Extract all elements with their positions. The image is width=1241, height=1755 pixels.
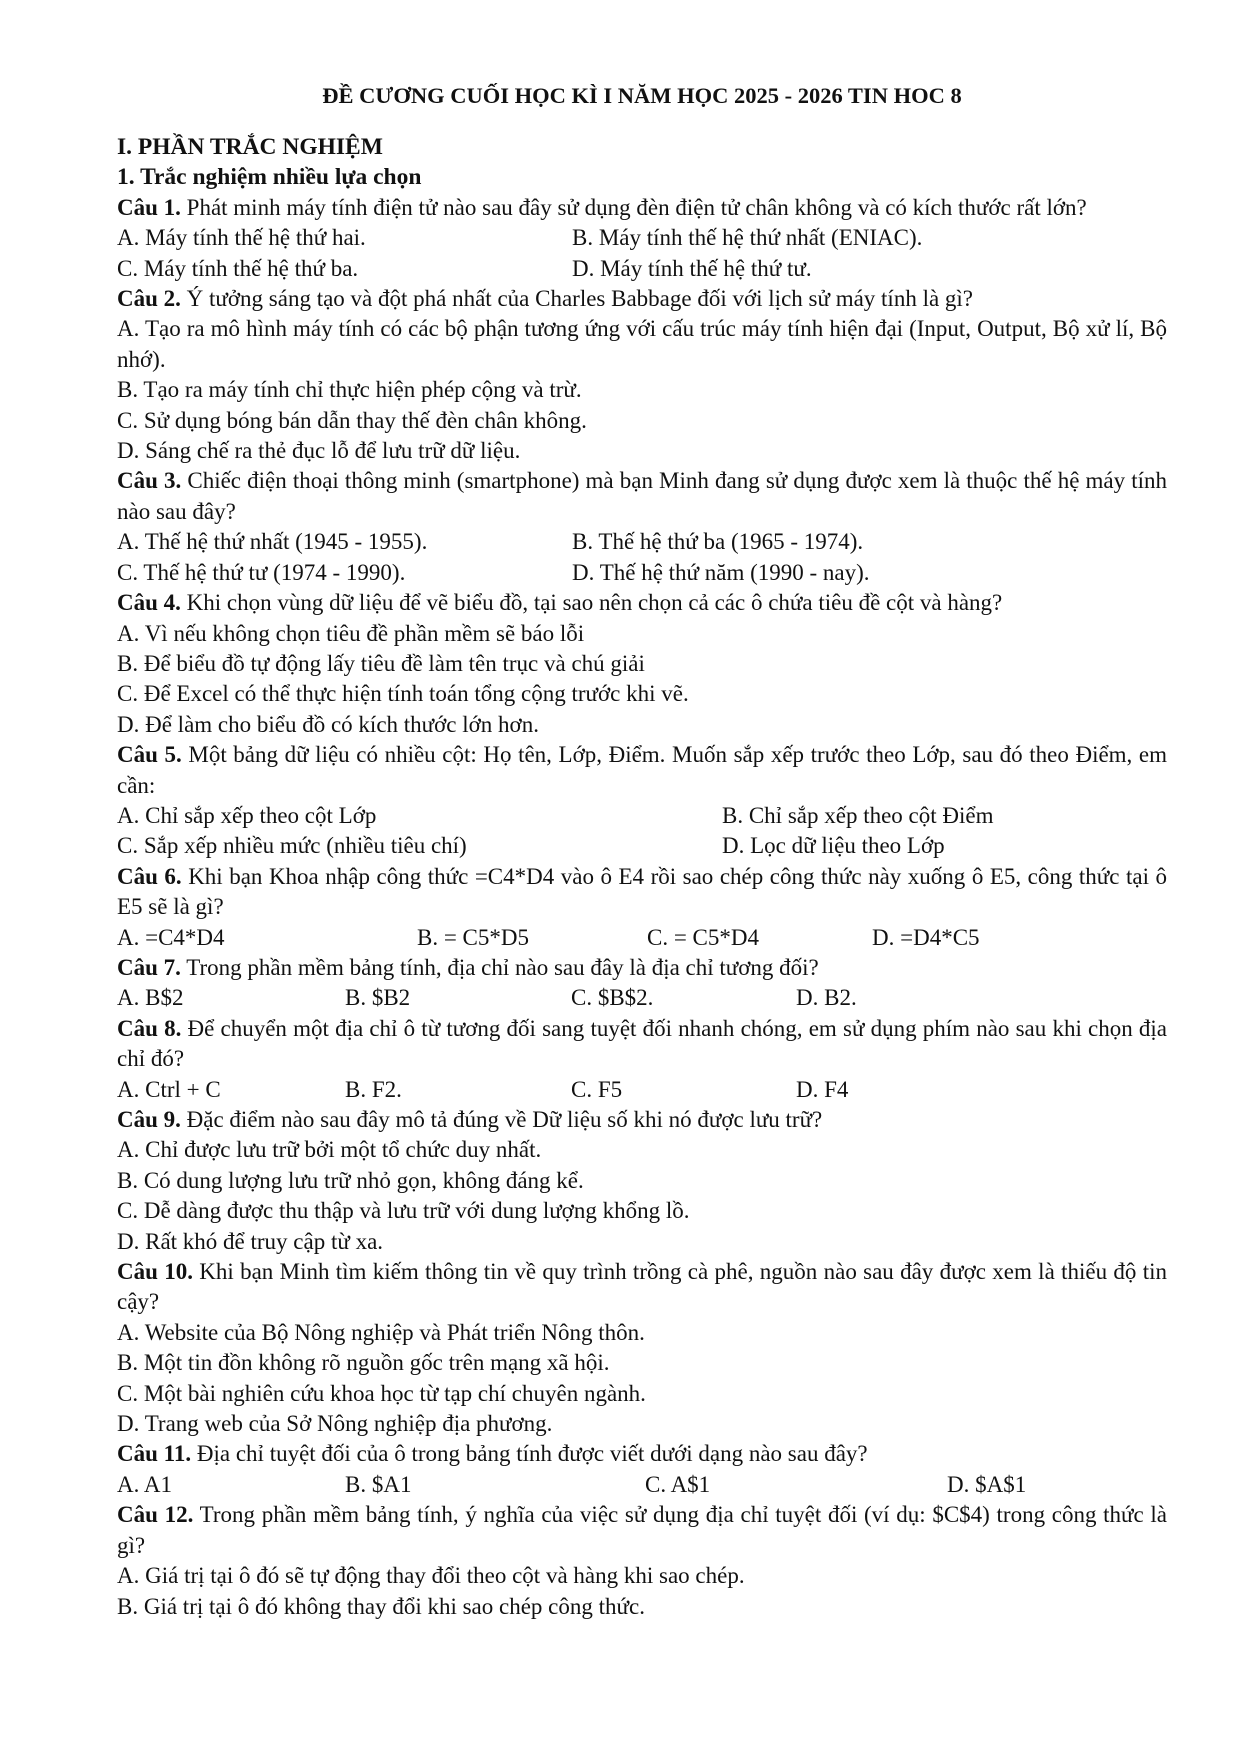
question-text bbox=[117, 862, 1167, 923]
option: D. Lọc dữ liệu theo Lớp bbox=[722, 833, 945, 859]
question-number: Câu 3. bbox=[117, 468, 182, 494]
option: A. A1 bbox=[117, 1471, 172, 1497]
question-text bbox=[117, 466, 1167, 527]
question-stem: Khi bạn Minh tìm kiếm thông tin về quy trình trồng cà phê, nguồn nào sau đây được xem là thiếu độ tin cậy? bbox=[117, 1259, 1167, 1315]
option: A. Tạo ra mô hình máy tính có các bộ phận tương ứng với cấu trúc máy tính hiện đại (Input, Output, Bộ xử lí, Bộ nhớ). bbox=[117, 316, 1167, 372]
question-text bbox=[117, 1105, 1167, 1135]
question-number: Câu 1. bbox=[117, 194, 181, 220]
question-block bbox=[117, 1105, 1167, 1257]
question-block bbox=[117, 193, 1167, 284]
question-block bbox=[117, 862, 1167, 953]
option: D. =D4*C5 bbox=[872, 924, 980, 950]
options-row bbox=[117, 1470, 1167, 1500]
options-row bbox=[117, 527, 1167, 557]
option: B. Có dung lượng lưu trữ nhỏ gọn, không đáng kể. bbox=[117, 1167, 584, 1193]
option: B. $B2 bbox=[345, 985, 411, 1011]
option: B. Máy tính thế hệ thứ nhất (ENIAC). bbox=[572, 225, 923, 251]
option: A. Thế hệ thứ nhất (1945 - 1955). bbox=[117, 529, 428, 555]
question-text bbox=[117, 1014, 1167, 1075]
option: B. $A1 bbox=[345, 1471, 412, 1497]
question-block bbox=[117, 740, 1167, 862]
option: A. Giá trị tại ô đó sẽ tự động thay đổi theo cột và hàng khi sao chép. bbox=[117, 1563, 745, 1589]
option: C. Thế hệ thứ tư (1974 - 1990). bbox=[117, 559, 406, 585]
option: A. =C4*D4 bbox=[117, 924, 225, 950]
question-number: Câu 12. bbox=[117, 1502, 194, 1528]
option: D. Rất khó để truy cập từ xa. bbox=[117, 1228, 384, 1254]
subsection-heading: 1. Trắc nghiệm nhiều lựa chọn bbox=[117, 164, 422, 191]
question-text bbox=[117, 740, 1167, 801]
question-text bbox=[117, 1500, 1167, 1561]
option: C. Để Excel có thể thực hiện tính toán tổng cộng trước khi vẽ. bbox=[117, 681, 689, 707]
option: D. B2. bbox=[796, 985, 857, 1011]
option: D. Thế hệ thứ năm (1990 - nay). bbox=[572, 559, 870, 585]
question-stem: Khi chọn vùng dữ liệu để vẽ biểu đồ, tại sao nên chọn cả các ô chứa tiêu đề cột và hàng? bbox=[180, 590, 1003, 616]
document-title: ĐỀ CƯƠNG CUỐI HỌC KÌ I NĂM HỌC 2025 - 2026 TIN HOC 8 bbox=[322, 83, 962, 108]
option: C. F5 bbox=[571, 1076, 623, 1102]
question-stem: Một bảng dữ liệu có nhiều cột: Họ tên, Lớp, Điểm. Muốn sắp xếp trước theo Lớp, sau đó theo Điểm, em cần: bbox=[117, 742, 1168, 798]
options-row bbox=[117, 558, 1167, 588]
question-stem: Chiếc điện thoại thông minh (smartphone) mà bạn Minh đang sử dụng được xem là thuộc thế hệ máy tính nào sau đây? bbox=[117, 468, 1168, 524]
option: C. = C5*D4 bbox=[647, 924, 760, 950]
question-text bbox=[117, 1439, 1167, 1469]
question-number: Câu 11. bbox=[117, 1441, 192, 1467]
question-number: Câu 7. bbox=[117, 954, 181, 980]
section-heading: I. PHẦN TRẮC NGHIỆM bbox=[117, 134, 383, 160]
option: C. $B$2. bbox=[571, 985, 654, 1011]
options-row bbox=[117, 831, 1167, 861]
question-text bbox=[117, 193, 1167, 223]
question-number: Câu 9. bbox=[117, 1107, 181, 1132]
question-text bbox=[117, 953, 1167, 983]
question-stem: Địa chỉ tuyệt đối của ô trong bảng tính được viết dưới dạng nào sau đây? bbox=[191, 1441, 868, 1467]
question-number: Câu 2. bbox=[117, 286, 181, 312]
question-number: Câu 5. bbox=[117, 742, 182, 768]
option: A. Ctrl + C bbox=[117, 1076, 221, 1102]
options-row bbox=[117, 1075, 1167, 1105]
option: B. Một tin đồn không rõ nguồn gốc trên mạng xã hội. bbox=[117, 1350, 610, 1376]
question-block bbox=[117, 953, 1167, 1014]
option: A. Vì nếu không chọn tiêu đề phần mềm sẽ báo lỗi bbox=[117, 620, 585, 646]
option: B. Giá trị tại ô đó không thay đổi khi sao chép công thức. bbox=[117, 1593, 645, 1619]
question-block bbox=[117, 284, 1167, 466]
option: A. Chỉ được lưu trữ bởi một tổ chức duy nhất. bbox=[117, 1137, 542, 1163]
question-stem: Đặc điểm nào sau đây mô tả đúng về Dữ liệu số khi nó được lưu trữ? bbox=[180, 1107, 823, 1132]
option: C. Dễ dàng được thu thập và lưu trữ với dung lượng khổng lồ. bbox=[117, 1198, 690, 1224]
option: A. Chỉ sắp xếp theo cột Lớp bbox=[117, 802, 377, 828]
question-block bbox=[117, 1500, 1167, 1622]
option: C. Máy tính thế hệ thứ ba. bbox=[117, 255, 359, 281]
question-block bbox=[117, 1257, 1167, 1439]
question-number: Câu 8. bbox=[117, 1015, 182, 1041]
options-row bbox=[117, 923, 1167, 953]
question-stem: Khi bạn Khoa nhập công thức =C4*D4 vào ô E4 rồi sao chép công thức này xuống ô E5, công thức tại ô E5 sẽ là gì? bbox=[117, 863, 1167, 920]
question-number: Câu 10. bbox=[117, 1259, 193, 1285]
option: C. Một bài nghiên cứu khoa học từ tạp chí chuyên ngành. bbox=[117, 1380, 646, 1406]
options-row bbox=[117, 983, 1167, 1013]
option: B. Chỉ sắp xếp theo cột Điểm bbox=[722, 802, 994, 828]
option: C. Sắp xếp nhiều mức (nhiều tiêu chí) bbox=[117, 833, 467, 859]
question-block bbox=[117, 588, 1167, 740]
option: D. Để làm cho biểu đồ có kích thước lớn hơn. bbox=[117, 711, 539, 737]
option: A. Máy tính thế hệ thứ hai. bbox=[117, 225, 366, 251]
question-stem: Trong phần mềm bảng tính, ý nghĩa của việc sử dụng địa chỉ tuyệt đối (ví dụ: $C$4) trong công thức là gì? bbox=[117, 1502, 1167, 1558]
option: B. Thế hệ thứ ba (1965 - 1974). bbox=[572, 529, 864, 555]
option: C. Sử dụng bóng bán dẫn thay thế đèn chân không. bbox=[117, 407, 587, 433]
question-text bbox=[117, 1257, 1167, 1318]
question-stem: Để chuyển một địa chỉ ô từ tương đối sang tuyệt đối nhanh chóng, em sử dụng phím nào sau khi chọn địa chỉ đó? bbox=[117, 1015, 1168, 1072]
option: B. Để biểu đồ tự động lấy tiêu đề làm tên trục và chú giải bbox=[117, 650, 645, 676]
option: B. = C5*D5 bbox=[417, 924, 530, 950]
option: B. F2. bbox=[345, 1076, 402, 1102]
option: D. Sáng chế ra thẻ đục lỗ để lưu trữ dữ liệu. bbox=[117, 438, 521, 464]
question-block bbox=[117, 1439, 1167, 1500]
question-block bbox=[117, 1014, 1167, 1105]
option: A. Website của Bộ Nông nghiệp và Phát triển Nông thôn. bbox=[117, 1319, 645, 1345]
option: C. A$1 bbox=[645, 1471, 711, 1497]
question-block bbox=[117, 466, 1167, 588]
question-stem: Trong phần mềm bảng tính, địa chỉ nào sau đây là địa chỉ tương đối? bbox=[180, 954, 819, 980]
option: A. B$2 bbox=[117, 985, 184, 1011]
question-stem: Ý tưởng sáng tạo và đột phá nhất của Charles Babbage đối với lịch sử máy tính là gì? bbox=[180, 286, 974, 312]
question-text bbox=[117, 588, 1167, 618]
exam-document bbox=[117, 80, 1167, 1622]
question-text bbox=[117, 284, 1167, 314]
option: D. $A$1 bbox=[947, 1471, 1027, 1497]
option: D. F4 bbox=[796, 1076, 849, 1102]
options-row bbox=[117, 801, 1167, 831]
option: D. Máy tính thế hệ thứ tư. bbox=[572, 255, 812, 281]
options-row bbox=[117, 254, 1167, 284]
option: D. Trang web của Sở Nông nghiệp địa phương. bbox=[117, 1411, 553, 1437]
option: B. Tạo ra máy tính chỉ thực hiện phép cộng và trừ. bbox=[117, 377, 582, 403]
question-number: Câu 4. bbox=[117, 590, 181, 616]
question-number: Câu 6. bbox=[117, 863, 182, 889]
question-stem: Phát minh máy tính điện tử nào sau đây sử dụng đèn điện tử chân không và có kích thước rất lớn? bbox=[180, 194, 1087, 220]
options-row bbox=[117, 223, 1167, 253]
